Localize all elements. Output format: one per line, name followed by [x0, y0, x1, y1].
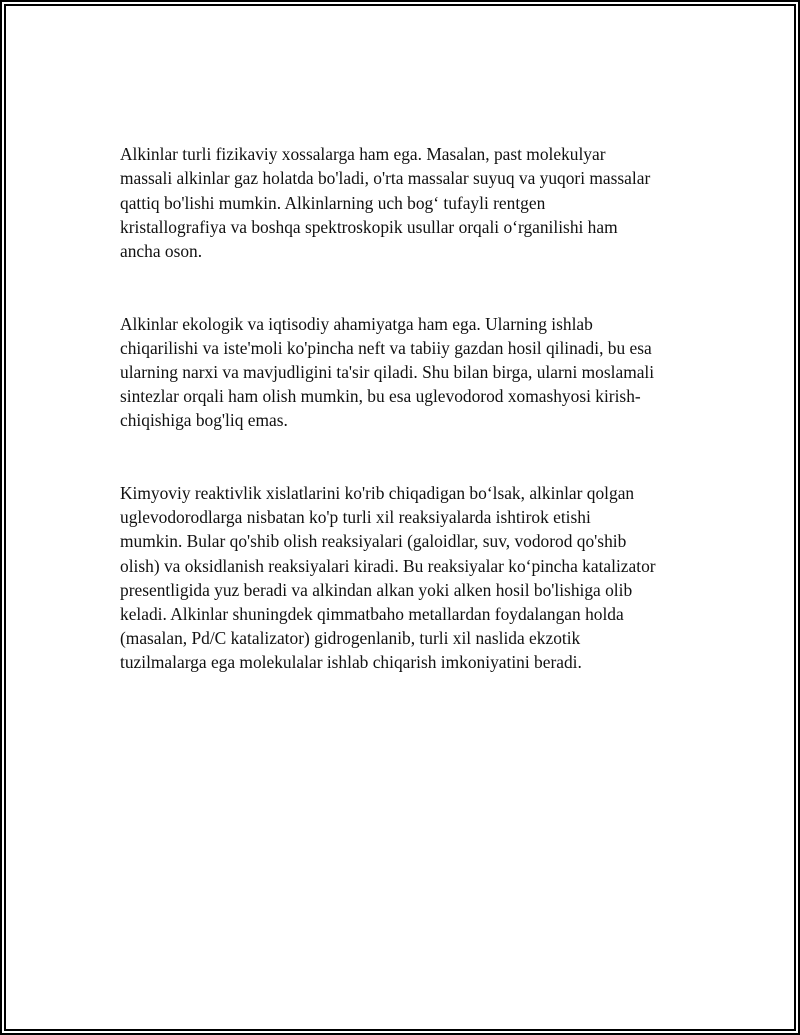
document-body	[120, 118, 692, 723]
paragraph-ecological-economic: Alkinlar ekologik va iqtisodiy ahamiyatga ham ega. Ularning ishlab chiqarilishi va iste'moli ko'pincha neft va tabiiy gazdan hosil qilinadi, bu esa ularning narxi va mavjudligini ta'sir qiladi. Shu bilan birga, ularni moslamali sintezlar orqali ham olish mumkin, bu esa uglevodorod xomashyosi kirish- chiqishiga bog'liq emas.	[120, 313, 655, 431]
paragraph-chemical-reactivity: Kimyoviy reaktivlik xislatlarini ko'rib chiqadigan bo‘lsak, alkinlar qolgan uglevodorodlarga nisbatan ko'p turli xil reaksiyalarda ishtirok etishi mumkin. Bular qo'shib olish reaksiyalari (galoidlar, suv, vodorod qo'shib olish) va oksidlanish reaksiyalari kiradi. Bu reaksiyalar ko‘pincha katalizator presentligida yuz beradi va alkindan alkan yoki alken hosil bo'lishiga olib keladi. Alkinlar shuningdek qimmatbaho metallardan foydalangan holda (masalan, Pd/C katalizator) gidrogenlanib, turli xil naslida ekzotik tuzilmalarga ega molekulalar ishlab chiqarish imkoniyatini beradi.	[120, 483, 656, 673]
paragraph-physical-properties: Alkinlar turli fizikaviy xossalarga ham ega. Masalan, past molekulyar massali alkinlar gaz holatda bo'ladi, o'rta massalar suyuq va yuqori massalar qattiq bo'lishi mumkin. Alkinlarning uch bog‘ tufayli rentgen kristallografiya va boshqa spektroskopik usullar orqali o‘rganilishi ham ancha oson.	[120, 144, 651, 262]
